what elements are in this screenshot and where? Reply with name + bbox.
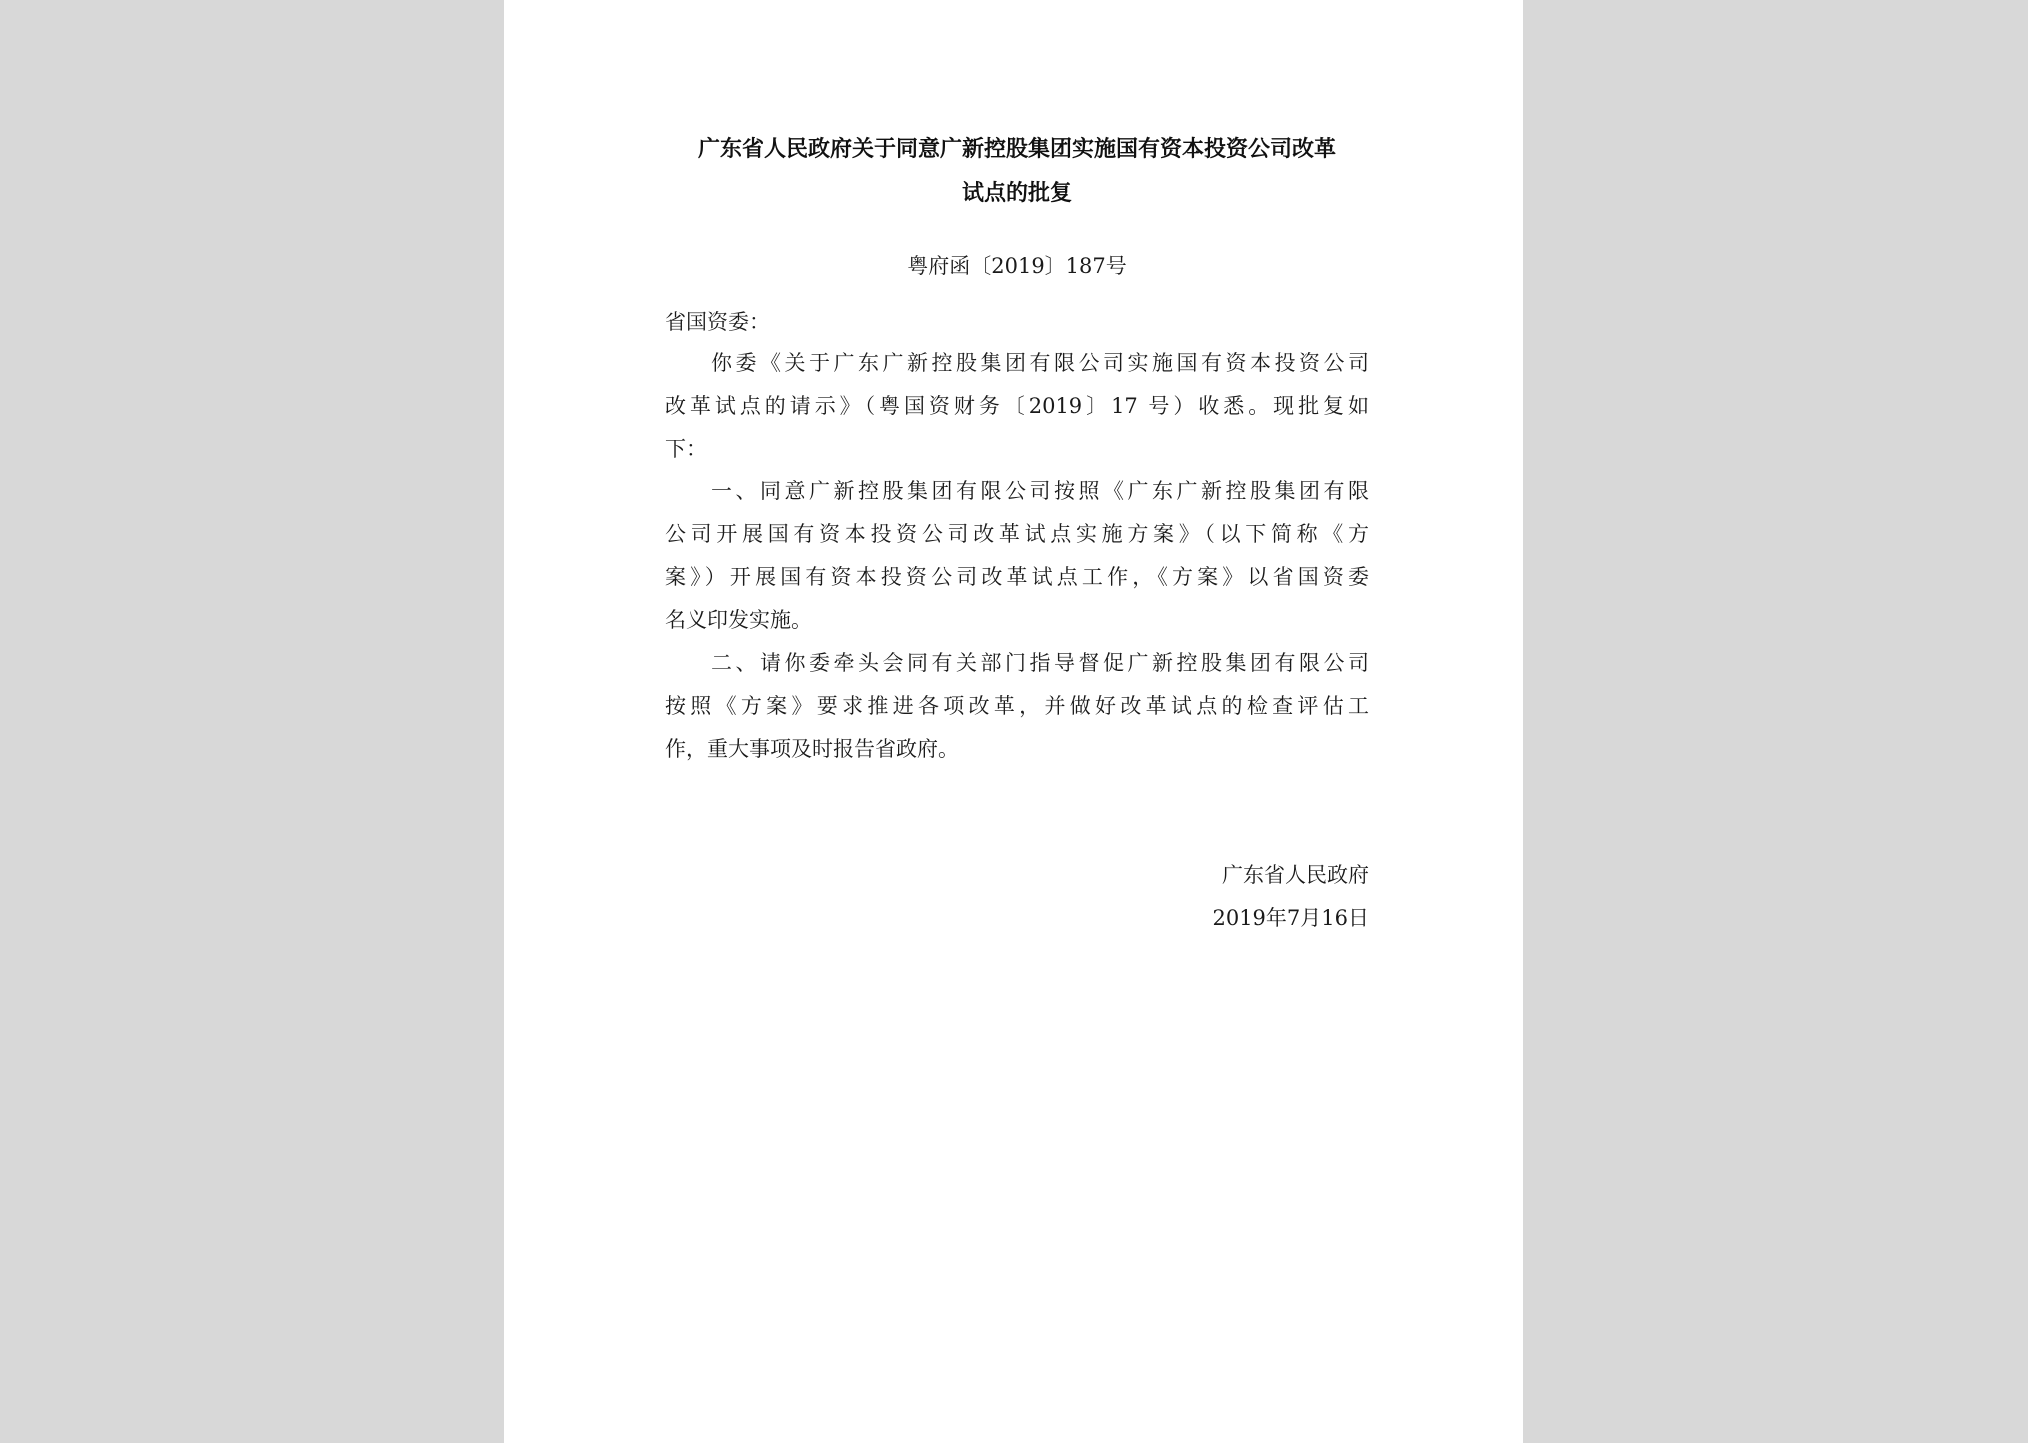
signature-date: 2019年7月16日 xyxy=(1212,906,1369,930)
salutation xyxy=(665,301,1369,344)
title-line: 广东省人民政府关于同意广新控股集团实施国有资本投资公司改革 xyxy=(697,137,1336,162)
paragraph-line: 下： xyxy=(665,437,707,461)
paragraph-line: 改革试点的请示》（粤国资财务〔2019〕17 号）收悉。现批复如 xyxy=(665,394,1369,418)
paragraph-2 xyxy=(665,470,1369,642)
paragraph-line: 作，重大事项及时报告省政府。 xyxy=(665,737,959,761)
paragraph-1 xyxy=(665,342,1369,471)
paragraph-line: 二、请你委牵头会同有关部门指导督促广新控股集团有限公司 xyxy=(711,651,1369,675)
paragraph-line: 名义印发实施。 xyxy=(665,608,812,632)
paragraph-line: 你委《关于广东广新控股集团有限公司实施国有资本投资公司 xyxy=(711,351,1369,375)
paragraph-line: 一、同意广新控股集团有限公司按照《广东广新控股集团有限 xyxy=(711,479,1369,503)
document-number: 粤府函〔2019〕187号 xyxy=(907,254,1127,278)
document-page xyxy=(504,0,1523,1443)
paragraph-line: 公司开展国有资本投资公司改革试点实施方案》（以下简称《方 xyxy=(665,522,1369,546)
salutation-text: 省国资委： xyxy=(665,310,770,334)
signature-organization: 广东省人民政府 xyxy=(1222,863,1369,887)
paragraph-line: 案》）开展国有资本投资公司改革试点工作，《方案》以省国资委 xyxy=(665,565,1369,589)
document-title xyxy=(665,128,1369,216)
paragraph-line: 按照《方案》要求推进各项改革，并做好改革试点的检查评估工 xyxy=(665,694,1369,718)
paragraph-3 xyxy=(665,642,1369,771)
title-line: 试点的批复 xyxy=(961,181,1072,206)
